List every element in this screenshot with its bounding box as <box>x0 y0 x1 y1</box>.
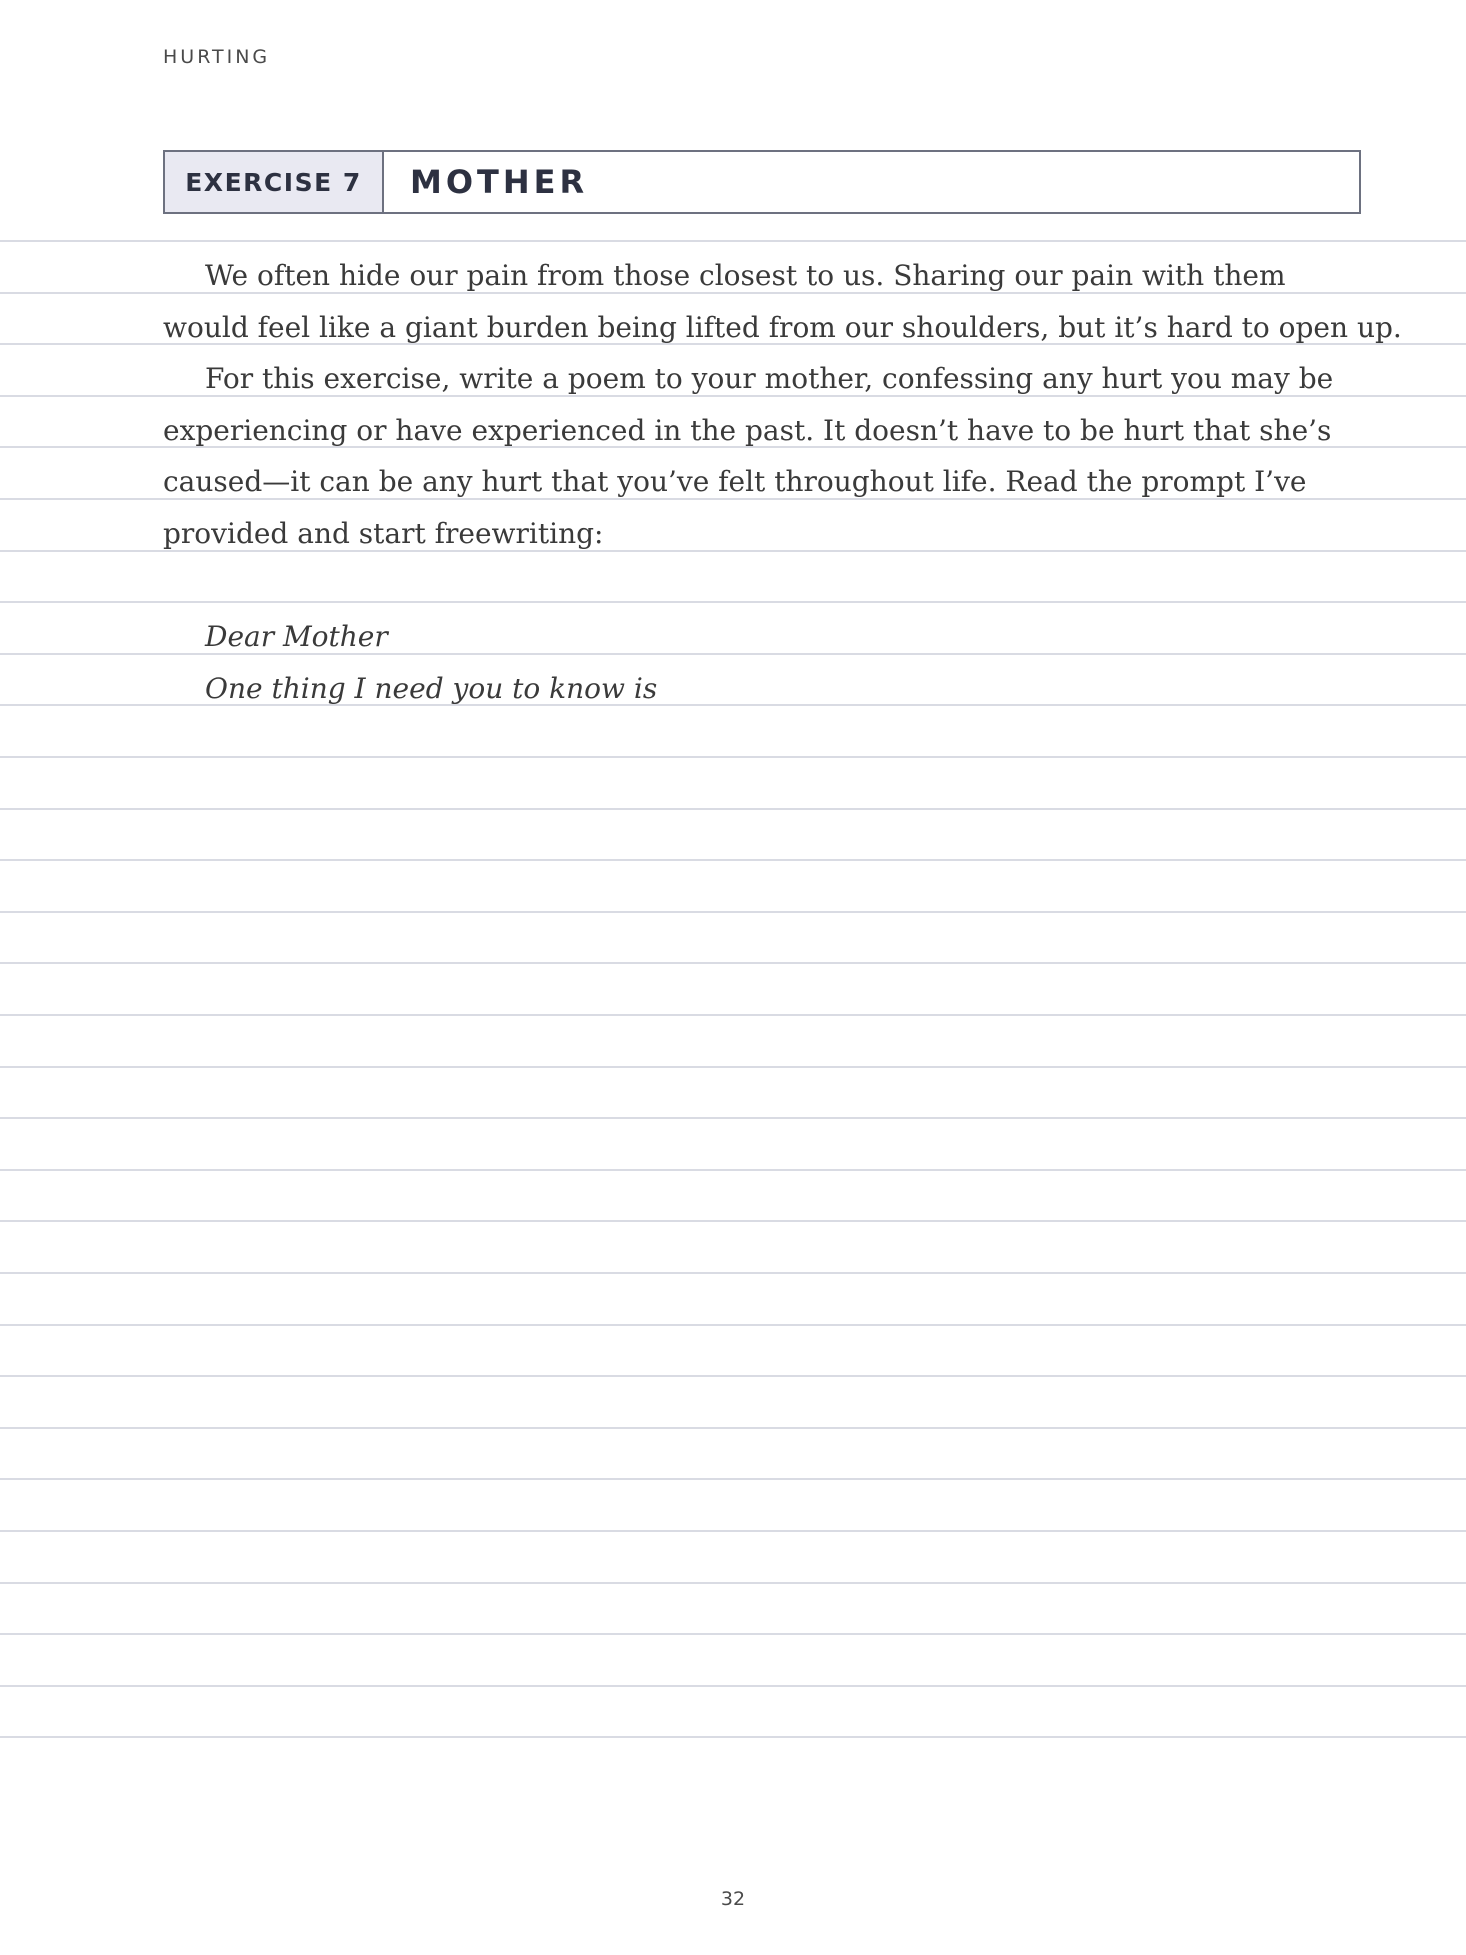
exercise-label: EXERCISE 7 <box>165 152 384 212</box>
writing-line <box>0 1633 1466 1635</box>
writing-line <box>0 859 1466 861</box>
writing-line <box>0 1530 1466 1532</box>
body-paragraph-line: caused—it can be any hurt that you’ve felt throughout life. Read the prompt I’ve <box>163 465 1307 498</box>
exercise-title: MOTHER <box>410 163 589 201</box>
writing-line <box>0 601 1466 603</box>
writing-line <box>0 1427 1466 1429</box>
writing-line <box>0 550 1466 552</box>
writing-line <box>0 292 1466 294</box>
writing-line <box>0 1685 1466 1687</box>
prompt-line: Dear Mother <box>205 620 388 653</box>
running-head: HURTING <box>163 46 271 68</box>
writing-line <box>0 240 1466 242</box>
writing-line <box>0 498 1466 500</box>
writing-line <box>0 1478 1466 1480</box>
body-paragraph-line: would feel like a giant burden being lifted from our shoulders, but it’s hard to open up. <box>163 311 1402 344</box>
page-number: 32 <box>720 1888 746 1910</box>
writing-line <box>0 1066 1466 1068</box>
writing-line <box>0 395 1466 397</box>
writing-line <box>0 1220 1466 1222</box>
writing-line <box>0 1014 1466 1016</box>
writing-line <box>0 653 1466 655</box>
body-paragraph-line: For this exercise, write a poem to your mother, confessing any hurt you may be <box>205 362 1334 395</box>
writing-line <box>0 962 1466 964</box>
writing-line <box>0 911 1466 913</box>
writing-line <box>0 1582 1466 1584</box>
body-paragraph-line: We often hide our pain from those closest to us. Sharing our pain with them <box>205 259 1286 292</box>
exercise-header <box>163 150 1361 214</box>
writing-line <box>0 1736 1466 1738</box>
writing-line <box>0 756 1466 758</box>
writing-line <box>0 1169 1466 1171</box>
writing-line <box>0 1375 1466 1377</box>
writing-line <box>0 1117 1466 1119</box>
body-paragraph-line: experiencing or have experienced in the past. It doesn’t have to be hurt that she’s <box>163 414 1332 447</box>
writing-line <box>0 808 1466 810</box>
prompt-line: One thing I need you to know is <box>205 672 658 705</box>
writing-line <box>0 1272 1466 1274</box>
writing-line <box>0 1324 1466 1326</box>
body-paragraph-line: provided and start freewriting: <box>163 517 604 550</box>
